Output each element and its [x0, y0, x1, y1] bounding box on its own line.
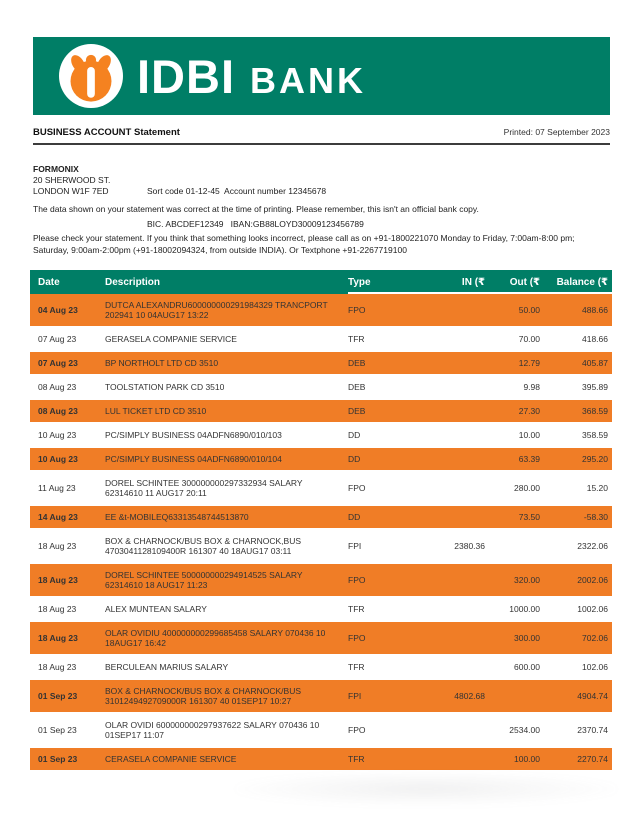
table-row [30, 376, 612, 398]
transaction-date: 14 Aug 23 [38, 512, 78, 522]
transaction-date: 01 Sep 23 [38, 754, 78, 764]
transaction-in [408, 405, 485, 417]
transaction-description: LUL TICKET LTD CD 3510 [105, 406, 207, 416]
transaction-date: 07 Aug 23 [38, 358, 78, 368]
transaction-balance: 1002.06 [577, 604, 608, 614]
table-row [30, 748, 612, 770]
bic-iban: BIC. ABCDEF12349 IBAN:GB88LOYD30009123456789 [147, 219, 364, 229]
table-row [30, 400, 612, 422]
table-row [30, 714, 612, 746]
transaction-date: 01 Sep 23 [38, 725, 77, 735]
transaction-balance: 358.59 [582, 430, 608, 440]
transaction-description: DOREL SCHINTEE 500000000294914525 SALARY 62314610 18 AUG17 11:23 [105, 570, 303, 590]
transaction-date: 18 Aug 23 [38, 633, 78, 643]
table-row [30, 506, 612, 528]
transaction-in [408, 381, 485, 393]
transaction-in [408, 603, 485, 615]
column-header-description: Description [105, 276, 161, 288]
transaction-balance: 15.20 [586, 483, 608, 493]
transaction-description: ALEX MUNTEAN SALARY [105, 604, 207, 614]
transaction-balance: 395.89 [582, 382, 608, 392]
column-header-balance: Balance (₹ [556, 276, 608, 288]
table-row [30, 680, 612, 712]
transaction-balance: 418.66 [582, 334, 608, 344]
transaction-in [408, 661, 485, 673]
title-divider [33, 143, 610, 145]
transaction-in [408, 753, 485, 765]
table-row [30, 598, 612, 620]
transaction-balance: 2322.06 [577, 541, 608, 551]
transaction-date: 01 Sep 23 [38, 691, 78, 701]
transaction-in [408, 482, 485, 494]
transaction-description: BERCULEAN MARIUS SALARY [105, 662, 229, 672]
column-header-in: IN (₹ [461, 276, 485, 288]
table-row [30, 622, 612, 654]
transaction-balance: 368.59 [582, 406, 608, 416]
transaction-description: DUTCA ALEXANDRU600000000291984329 TRANCPORT 202941 10 04AUG17 13:22 [105, 300, 328, 320]
transaction-date: 18 Aug 23 [38, 575, 78, 585]
table-row [30, 448, 612, 470]
table-row [30, 564, 612, 596]
transaction-out: 300.00 [514, 633, 540, 643]
transaction-in [408, 429, 485, 441]
transaction-description: OLAR OVIDI 600000000297937622 SALARY 070436 10 01SEP17 11:07 [105, 720, 320, 740]
transaction-type: FPI [348, 541, 362, 551]
table-row [30, 530, 612, 562]
transaction-description: PC/SIMPLY BUSINESS 04ADFN6890/010/104 [105, 454, 282, 464]
transaction-in [408, 574, 485, 586]
table-row [30, 656, 612, 678]
transaction-out: 10.00 [518, 430, 540, 440]
transaction-type: TFR [348, 754, 365, 764]
transaction-out: 50.00 [518, 305, 540, 315]
transaction-balance: -58.30 [583, 512, 608, 522]
table-row [30, 424, 612, 446]
transaction-balance: 405.87 [582, 358, 608, 368]
account-holder-address [33, 164, 110, 197]
transaction-date: 18 Aug 23 [38, 604, 77, 614]
transaction-out [485, 690, 540, 702]
bank-name-primary: IDBI [137, 49, 235, 103]
support-notice: Please check your statement. If you think that something looks incorrect, please call as on +91-1800221070 Monday to Friday, 7:00am-8:00 pm; Saturday, 9:00am-2:00pm (+91-18002094324, from outside INDIA). Or Textphone +91-2267719100 [33, 233, 575, 255]
transaction-out: 12.79 [518, 358, 540, 368]
transaction-balance: 4904.74 [577, 691, 608, 701]
transaction-type: FPO [348, 575, 366, 585]
transaction-description: BOX & CHARNOCK/BUS BOX & CHARNOCK/BUS 3101249492709000R 161307 40 01SEP17 10:27 [105, 686, 302, 706]
transactions-table [30, 270, 612, 772]
bank-banner [33, 37, 610, 115]
transaction-in [408, 632, 485, 644]
transaction-balance: 2270.74 [577, 754, 608, 764]
transaction-type: FPI [348, 691, 362, 701]
transaction-description: EE &t-MOBILEQ63313548744513870 [105, 512, 249, 522]
table-row [30, 328, 612, 350]
transaction-out: 280.00 [514, 483, 540, 493]
transaction-out [485, 540, 540, 552]
table-row [30, 352, 612, 374]
sort-code-account-number: Sort code 01-12-45 Account number 12345678 [147, 186, 327, 196]
transaction-type: TFR [348, 334, 365, 344]
table-row [30, 472, 612, 504]
statement-title: BUSINESS ACCOUNT Statement [33, 127, 180, 138]
transaction-out: 600.00 [514, 662, 540, 672]
transaction-description: BOX & CHARNOCK/BUS BOX & CHARNOCK,BUS 4703041128109400R 161307 40 18AUG17 03:11 [105, 536, 302, 556]
address-line-1: 20 SHERWOOD ST. [33, 175, 111, 185]
transaction-type: DD [348, 512, 361, 522]
transaction-type: FPO [348, 633, 366, 643]
faded-watermark [235, 772, 617, 806]
printed-date: Printed: 07 September 2023 [503, 127, 610, 137]
account-holder-name: FORMONIX [33, 164, 79, 174]
column-header-date: Date [38, 276, 60, 288]
transaction-out: 100.00 [514, 754, 540, 764]
transaction-type: FPO [348, 483, 366, 493]
transaction-date: 04 Aug 23 [38, 305, 78, 315]
transaction-out: 27.30 [518, 406, 540, 416]
transaction-out: 320.00 [514, 575, 540, 585]
transaction-balance: 295.20 [582, 454, 608, 464]
transaction-out: 70.00 [518, 334, 540, 344]
table-header [30, 270, 612, 294]
transaction-out: 73.50 [518, 512, 540, 522]
transaction-out: 1000.00 [509, 604, 540, 614]
transaction-date: 10 Aug 23 [38, 454, 78, 464]
transaction-description: TOOLSTATION PARK CD 3510 [105, 382, 225, 392]
table-row [30, 294, 612, 326]
transaction-description: OLAR OVIDIU 400000000299685458 SALARY 070436 10 18AUG17 16:42 [105, 628, 326, 648]
transaction-type: DD [348, 430, 361, 440]
transaction-date: 18 Aug 23 [38, 541, 77, 551]
address-line-2: LONDON W1F 7ED [33, 186, 109, 196]
transaction-type: TFR [348, 662, 365, 672]
transaction-in: 2380.36 [454, 541, 485, 551]
column-header-type: Type [348, 276, 371, 288]
transaction-in: 4802.68 [454, 691, 485, 701]
transaction-out: 2534.00 [509, 725, 540, 735]
transaction-date: 18 Aug 23 [38, 662, 77, 672]
transaction-date: 08 Aug 23 [38, 382, 77, 392]
accuracy-notice: The data shown on your statement was correct at the time of printing. Please remember, this isn't an official bank copy. [33, 204, 479, 214]
column-header-out: Out (₹ [509, 276, 540, 288]
transaction-type: TFR [348, 604, 365, 614]
transaction-description: CERASELA COMPANIE SERVICE [105, 754, 237, 764]
transaction-balance: 702.06 [582, 633, 608, 643]
bank-wordmark [137, 49, 366, 103]
header-underline [348, 292, 612, 294]
transaction-in [408, 724, 485, 736]
transaction-type: DEB [348, 406, 366, 416]
transaction-description: BP NORTHOLT LTD CD 3510 [105, 358, 219, 368]
transaction-description: DOREL SCHINTEE 300000000297332934 SALARY 62314610 11 AUG17 20:11 [105, 478, 303, 498]
transaction-out: 9.98 [523, 382, 540, 392]
transaction-date: 10 Aug 23 [38, 430, 77, 440]
transaction-balance: 102.06 [582, 662, 608, 672]
transaction-in [408, 453, 485, 465]
transaction-type: DEB [348, 382, 366, 392]
transaction-out: 63.39 [518, 454, 540, 464]
transaction-balance: 2370.74 [577, 725, 608, 735]
transaction-date: 07 Aug 23 [38, 334, 77, 344]
transaction-in [408, 304, 485, 316]
transaction-type: DEB [348, 358, 366, 368]
transaction-description: PC/SIMPLY BUSINESS 04ADFN6890/010/103 [105, 430, 282, 440]
transaction-in [408, 511, 485, 523]
transaction-type: FPO [348, 725, 366, 735]
transaction-in [408, 357, 485, 369]
statement-title-row [33, 127, 610, 138]
transaction-date: 08 Aug 23 [38, 406, 78, 416]
idbi-logo-icon [59, 44, 123, 108]
transaction-balance: 488.66 [582, 305, 608, 315]
transaction-type: FPO [348, 305, 366, 315]
transaction-description: GERASELA COMPANIE SERVICE [105, 334, 237, 344]
transaction-date: 11 Aug 23 [38, 483, 76, 493]
table-body [30, 294, 612, 770]
transaction-type: DD [348, 454, 361, 464]
transaction-balance: 2002.06 [577, 575, 608, 585]
transaction-in [408, 333, 485, 345]
bank-name-secondary: BANK [250, 59, 366, 101]
